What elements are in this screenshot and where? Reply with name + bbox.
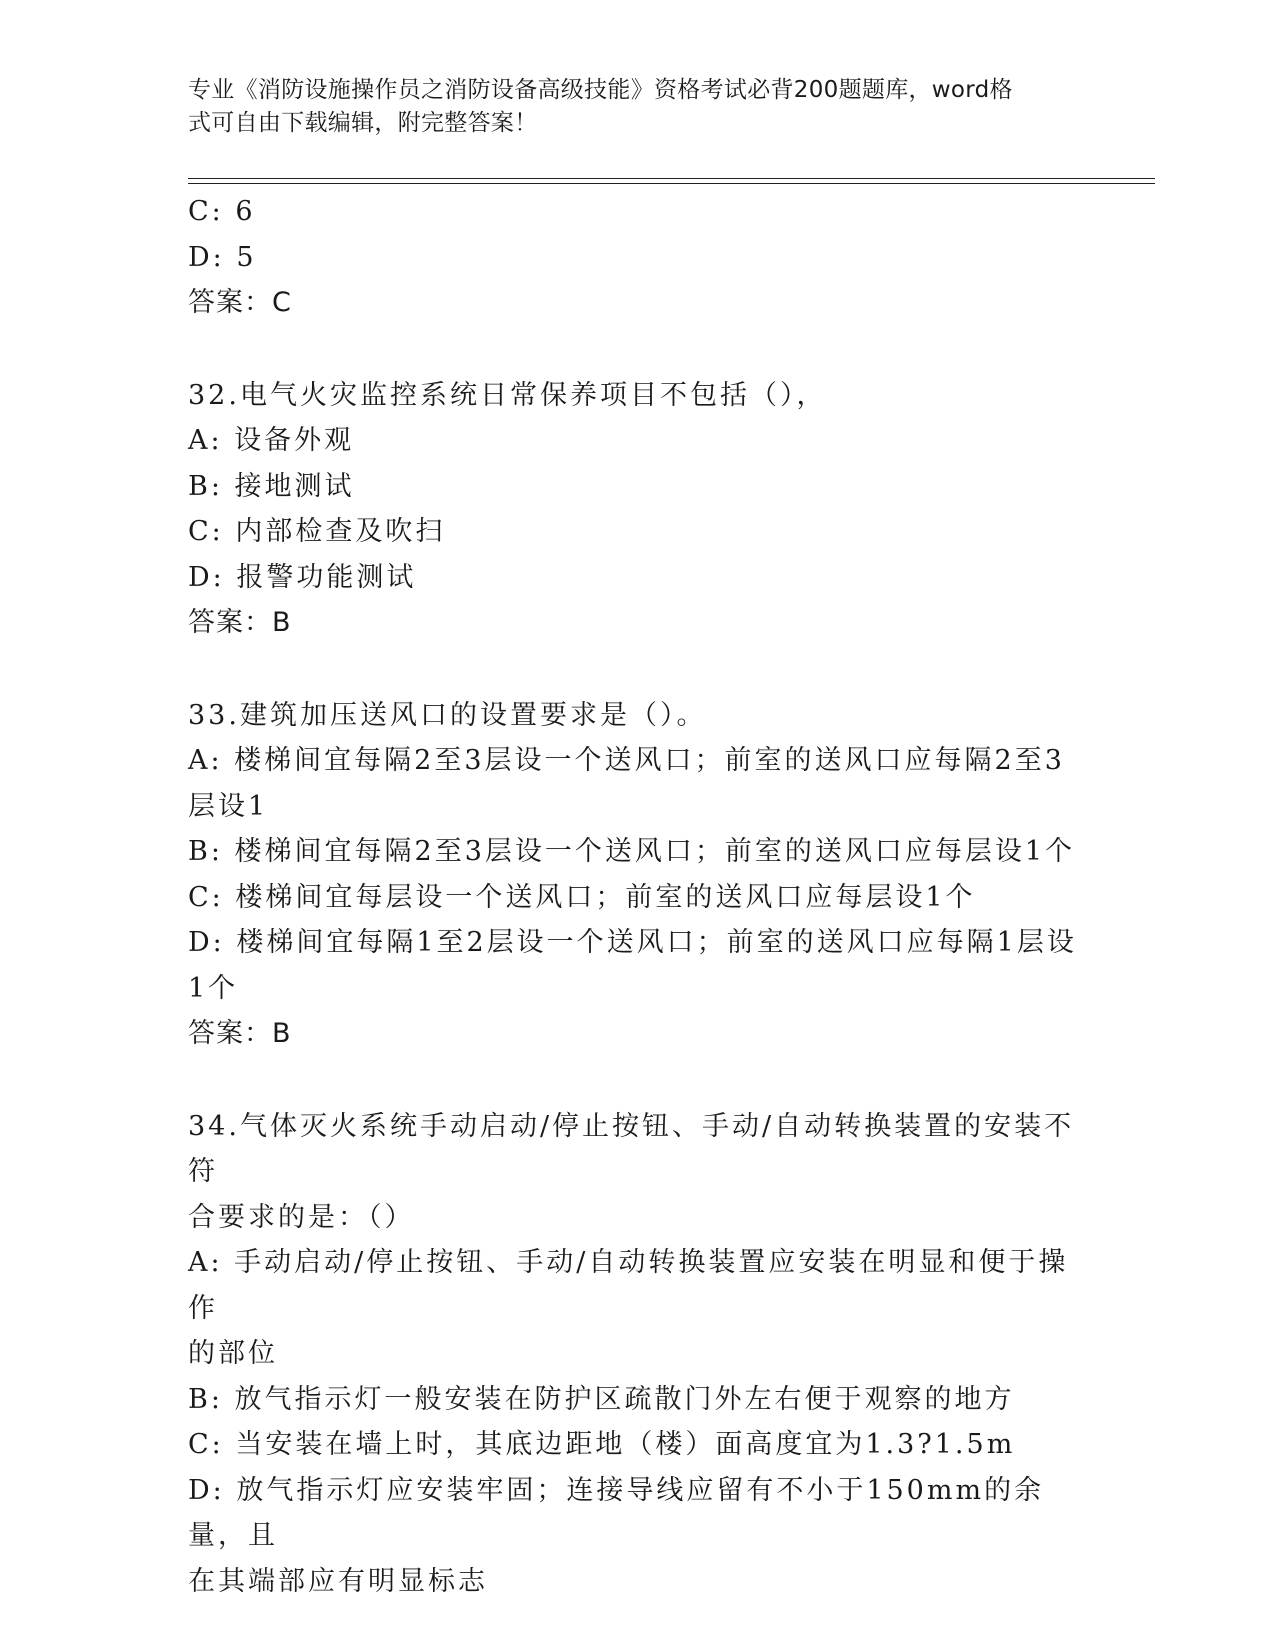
question-stem-continued: 合要求的是：（） bbox=[188, 1201, 415, 1233]
question-spacer bbox=[188, 326, 1088, 373]
option-line-continued: 1个 bbox=[188, 972, 239, 1004]
option-line: C: 6 bbox=[188, 196, 256, 227]
question-stem: 32.电气火灾监控系统日常保养项目不包括（）， bbox=[188, 379, 827, 411]
option-line: C: 楼梯间宜每层设一个送风口；前室的送风口应每层设1个 bbox=[188, 881, 976, 913]
question-32 bbox=[188, 373, 1088, 646]
question-spacer bbox=[188, 1057, 1088, 1104]
header-title-line-2: 式可自由下载编辑，附完整答案！ bbox=[188, 110, 538, 136]
document-body bbox=[188, 189, 1088, 1604]
option-line: D: 报警功能测试 bbox=[188, 561, 417, 593]
option-line: A: 楼梯间宜每隔2至3层设一个送风口；前室的送风口应每隔2至3 bbox=[188, 745, 1065, 776]
answer-line: 答案：C bbox=[188, 287, 292, 318]
question-31-continued bbox=[188, 189, 1088, 326]
option-line: C: 内部检查及吹扫 bbox=[188, 516, 446, 547]
question-stem: 34.气体灭火系统手动启动/停止按钮、手动/自动转换装置的安装不符 bbox=[188, 1110, 1075, 1187]
option-line: A: 手动启动/停止按钮、手动/自动转换装置应安装在明显和便于操作 bbox=[188, 1247, 1069, 1324]
header-divider-top bbox=[188, 178, 1155, 179]
option-line: D: 放气指示灯应安装牢固；连接导线应留有不小于150mm的余量，且 bbox=[188, 1474, 1045, 1551]
question-34 bbox=[188, 1104, 1088, 1605]
option-line-continued: 层设1 bbox=[188, 790, 269, 822]
option-line: D: 楼梯间宜每隔1至2层设一个送风口；前室的送风口应每隔1层设 bbox=[188, 927, 1077, 958]
answer-line: 答案：B bbox=[188, 607, 292, 638]
answer-line: 答案：B bbox=[188, 1018, 292, 1049]
header-divider-bottom bbox=[188, 183, 1155, 184]
question-33 bbox=[188, 693, 1088, 1057]
option-line-continued: 的部位 bbox=[188, 1338, 278, 1369]
question-spacer bbox=[188, 646, 1088, 693]
header-title-line-1: 专业《消防设施操作员之消防设备高级技能》资格考试必背200题题库，word格 bbox=[188, 77, 1013, 103]
option-line: D: 5 bbox=[188, 241, 257, 273]
option-line: B: 放气指示灯一般安装在防护区疏散门外左右便于观察的地方 bbox=[188, 1383, 1015, 1415]
option-line: C: 当安装在墙上时，其底边距地（楼）面高度宜为1.3?1.5m bbox=[188, 1429, 1016, 1460]
document-header-title bbox=[188, 74, 1068, 140]
option-line: A: 设备外观 bbox=[188, 425, 355, 456]
option-line: B: 接地测试 bbox=[188, 470, 355, 502]
option-line-continued: 在其端部应有明显标志 bbox=[188, 1565, 488, 1597]
option-line: B: 楼梯间宜每隔2至3层设一个送风口；前室的送风口应每层设1个 bbox=[188, 836, 1076, 867]
question-stem: 33.建筑加压送风口的设置要求是（）。 bbox=[188, 699, 707, 731]
